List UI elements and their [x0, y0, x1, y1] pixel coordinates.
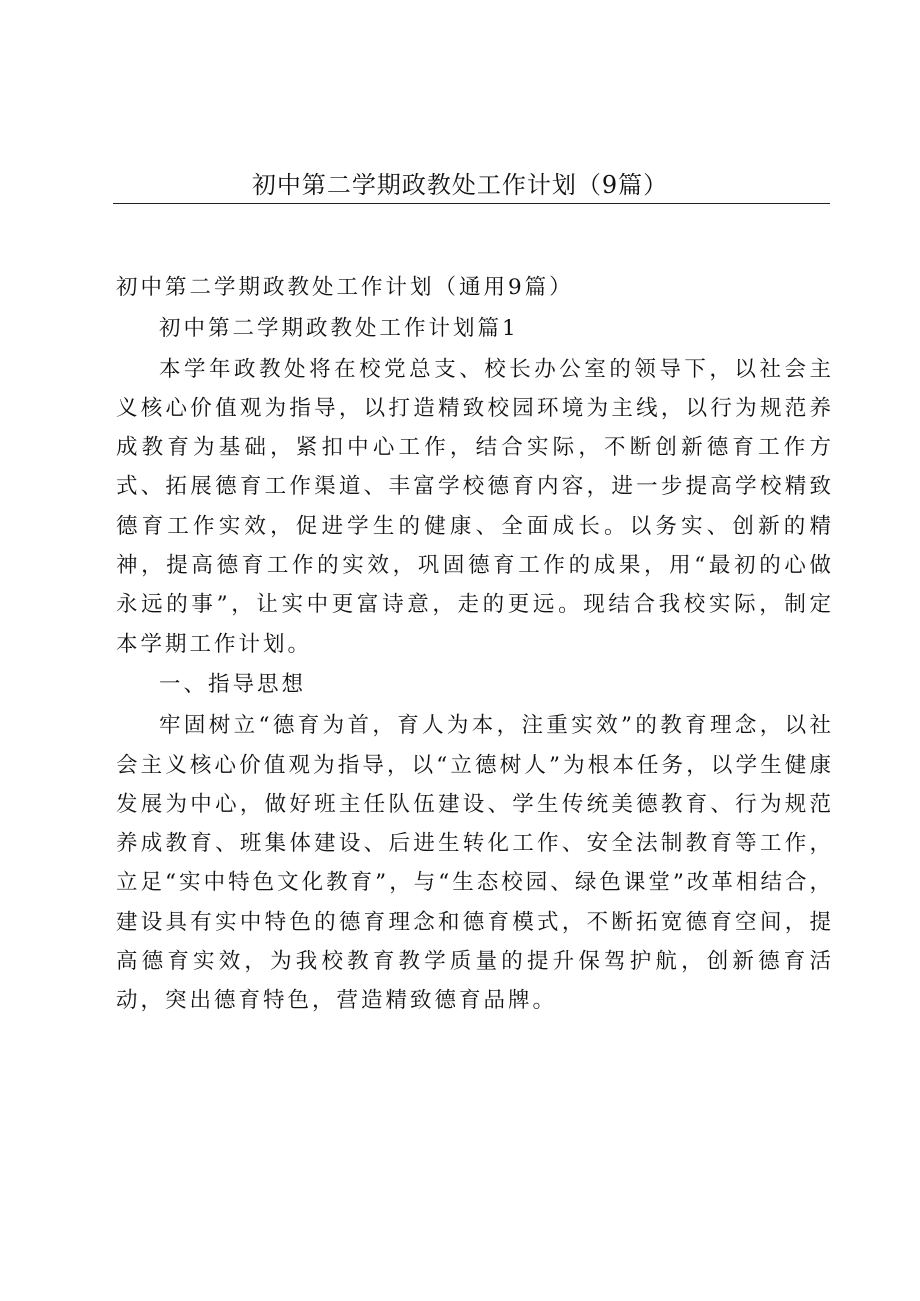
paragraph-guiding-ideology: 牢固树立“德育为首，育人为本，注重实效”的教育理念，以社会主义核心价值观为指导，以“立德树人”为根本任务，以学生健康发展为中心，做好班主任队伍建设、学生传统美德教育、行为规范养成教育、班集体建设、后进生转化工作、安全法制教育等工作，立足“实中特色文化教育”，与“生态校园、绿色课堂”改革相结合，建设具有实中特色的德育理念和德育模式，不断拓宽德育空间，提高德育实效，为我校教育教学质量的提升保驾护航，创新德育活动，突出德育特色，营造精致德育品牌。 — [116, 713, 834, 1014]
paragraph-intro: 本学年政教处将在校党总支、校长办公室的领导下，以社会主义核心价值观为指导，以打造精致校园环境为主线，以行为规范养成教育为基础，紧扣中心工作，结合实际，不断创新德育工作方式、拓展德育工作渠道、丰富学校德育内容，进一步提高学校精致德育工作实效，促进学生的健康、全面成长。以务实、创新的精神，提高德育工作的实效，巩固德育工作的成果，用“最初的心做永远的事”，让实中更富诗意，走的更远。现结合我校实际，制定本学期工作计划。 — [116, 356, 834, 657]
page-title: 初中第二学期政教处工作计划（9篇） — [251, 171, 669, 199]
title-divider — [113, 203, 830, 204]
document-body — [116, 268, 834, 1021]
section-title: 初中第二学期政教处工作计划篇1 — [159, 315, 519, 341]
heading-guiding-ideology: 一、指导思想 — [159, 672, 307, 698]
document-subtitle: 初中第二学期政教处工作计划（通用9篇） — [116, 275, 574, 300]
